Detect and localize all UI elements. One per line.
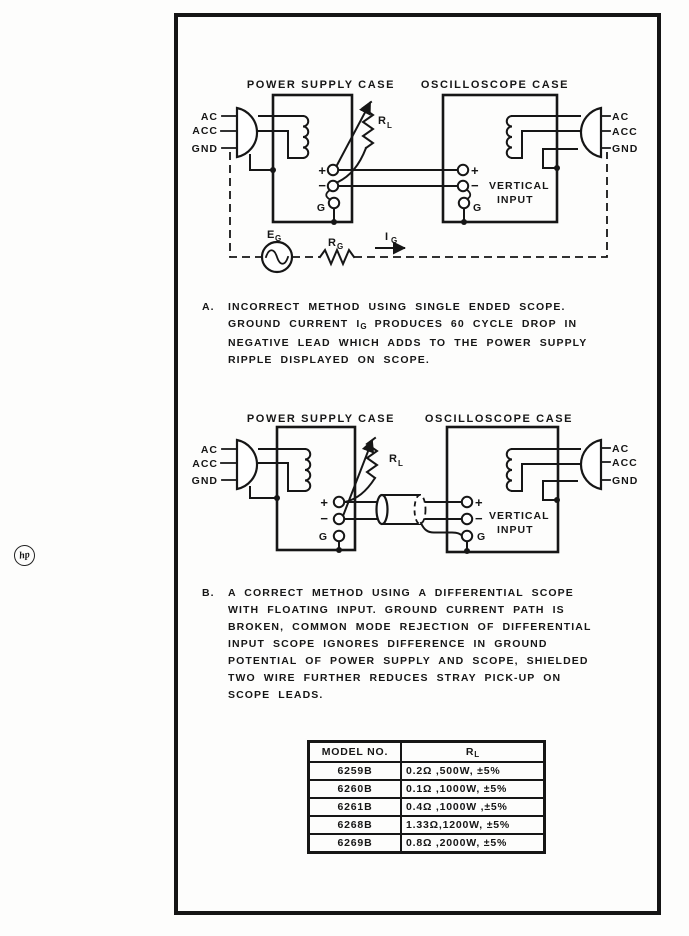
scope-ground-label-a: G <box>473 202 483 214</box>
scope-ground-label-b: G <box>477 531 487 543</box>
caption-b-line5: POTENTIAL OF POWER SUPPLY AND SCOPE, SHIELDED <box>228 655 589 667</box>
rg-label-a: R <box>328 237 337 249</box>
model-cell: 6268B <box>309 816 402 834</box>
caption-a-text <box>228 299 587 369</box>
ps-transformer-b <box>259 449 310 491</box>
caption-b-line3: BROKEN, COMMON MODE REJECTION OF DIFFERENTIAL <box>228 621 592 633</box>
pin-label-ac-b-left: AC <box>200 444 218 456</box>
rl-cell: 0.8Ω ,2000W, ±5% <box>401 834 545 853</box>
diagram-a <box>174 70 660 300</box>
model-cell: 6259B <box>309 762 402 780</box>
scope-transformer-b <box>507 449 580 500</box>
pin-label-acc-a-left: ACC <box>192 125 218 137</box>
vertical-input-line1-b: VERTICAL <box>489 510 550 522</box>
scope-minus-label-a: − <box>471 178 479 193</box>
caption-b-line4: INPUT SCOPE IGNORES DIFFERENCE IN GROUND <box>228 638 548 650</box>
caption-b-text <box>228 585 592 704</box>
scope-line-connector-a <box>581 108 610 157</box>
table-row <box>309 762 545 780</box>
caption-a-line2-pre: GROUND CURRENT I <box>228 318 361 330</box>
caption-a <box>202 299 587 369</box>
rl-sub-a: L <box>387 121 392 130</box>
vertical-input-line1-a: VERTICAL <box>489 180 550 192</box>
scope-minus-label-b: − <box>475 511 483 526</box>
ps-minus-label-a: − <box>318 178 326 193</box>
ps-minus-label-b: − <box>320 511 328 526</box>
hp-logo-text: hp <box>18 549 31 562</box>
pin-label-acc-b-right: ACC <box>612 457 638 469</box>
pin-label-gnd-b-left: GND <box>191 475 218 487</box>
ps-line-connector-a <box>221 108 273 170</box>
table-header-row <box>309 742 545 763</box>
rl-cell: 0.2Ω ,500W, ±5% <box>401 762 545 780</box>
oscilloscope-case-label-a: OSCILLOSCOPE CASE <box>420 79 570 91</box>
power-supply-case-label-a: POWER SUPPLY CASE <box>246 79 396 91</box>
ps-transformer-a <box>259 116 308 158</box>
vertical-input-line2-b: INPUT <box>497 524 534 536</box>
pin-label-ac-b-right: AC <box>612 443 630 455</box>
rl-header-sub: L <box>474 749 480 759</box>
model-cell: 6260B <box>309 780 402 798</box>
pin-label-gnd-a-right: GND <box>612 143 639 155</box>
pin-label-ac-a-right: AC <box>612 111 630 123</box>
caption-b-line2: WITH FLOATING INPUT. GROUND CURRENT PATH IS <box>228 604 565 616</box>
rg-sub-a: G <box>337 242 344 251</box>
pin-label-ac-a-left: AC <box>200 111 218 123</box>
rl-cell: 0.4Ω ,1000W ,±5% <box>401 798 545 816</box>
table-row <box>309 798 545 816</box>
caption-a-line3: NEGATIVE LEAD WHICH ADDS TO THE POWER SUPPLY <box>228 337 588 349</box>
rl-cell: 1.33Ω,1200W, ±5% <box>401 816 545 834</box>
caption-b-line1: A CORRECT METHOD USING A DIFFERENTIAL SCOPE <box>228 587 574 599</box>
scope-transformer-a <box>507 116 580 168</box>
model-cell: 6269B <box>309 834 402 853</box>
ps-terminals-b <box>274 495 344 553</box>
rl-cell: 0.1Ω ,1000W, ±5% <box>401 780 545 798</box>
ps-ground-label-b: G <box>318 531 328 543</box>
model-cell: 6261B <box>309 798 402 816</box>
caption-a-line4: RIPPLE DISPLAYED ON SCOPE. <box>228 354 430 366</box>
eg-label-a: E <box>267 229 275 241</box>
model-no-header: MODEL NO. <box>309 742 402 763</box>
caption-a-line2-post: PRODUCES 60 CYCLE DROP IN <box>366 318 578 330</box>
hp-logo <box>13 544 37 568</box>
caption-a-label: A. <box>202 301 215 313</box>
power-supply-case-label-b: POWER SUPPLY CASE <box>246 413 396 425</box>
table-row <box>309 780 545 798</box>
shield-ground-lead-b <box>421 523 462 536</box>
ps-ground-label-a: G <box>316 202 326 214</box>
table-row <box>309 834 545 853</box>
oscilloscope-case-label-b: OSCILLOSCOPE CASE <box>424 413 574 425</box>
ig-label-a: I <box>385 231 389 243</box>
caption-b <box>202 585 592 704</box>
caption-a-line2-sub: G <box>360 322 367 331</box>
table-row <box>309 816 545 834</box>
rl-header-main: R <box>465 745 475 758</box>
ground-resistor-a <box>320 250 354 264</box>
eg-sub-a: G <box>275 234 282 243</box>
rl-label-a: R <box>378 115 387 127</box>
ps-plus-label-b: + <box>320 495 328 510</box>
pin-label-acc-a-right: ACC <box>612 126 638 138</box>
rl-label-b: R <box>389 453 398 465</box>
caption-a-line2 <box>228 316 587 335</box>
ps-plus-label-a: + <box>318 163 326 178</box>
ig-sub-a: G <box>391 236 398 245</box>
caption-b-line7: SCOPE LEADS. <box>228 689 324 701</box>
caption-a-line1: INCORRECT METHOD USING SINGLE ENDED SCOPE. <box>228 301 566 313</box>
rl-header <box>401 742 545 763</box>
scope-plus-label-b: + <box>475 495 483 510</box>
load-resistor-b <box>343 438 377 516</box>
model-rl-table <box>307 740 546 854</box>
caption-b-label: B. <box>202 587 215 599</box>
pin-label-gnd-a-left: GND <box>191 143 218 155</box>
pin-label-gnd-b-right: GND <box>612 475 639 487</box>
caption-b-line6: TWO WIRE FURTHER REDUCES STRAY PICK-UP ON <box>228 672 562 684</box>
ps-terminals-a <box>270 165 339 225</box>
scope-line-connector-b <box>581 440 610 489</box>
pin-label-acc-b-left: ACC <box>192 458 218 470</box>
diagram-b <box>174 408 660 573</box>
rl-sub-b: L <box>398 459 403 468</box>
vertical-input-line2-a: INPUT <box>497 194 534 206</box>
scope-plus-label-a: + <box>471 163 479 178</box>
